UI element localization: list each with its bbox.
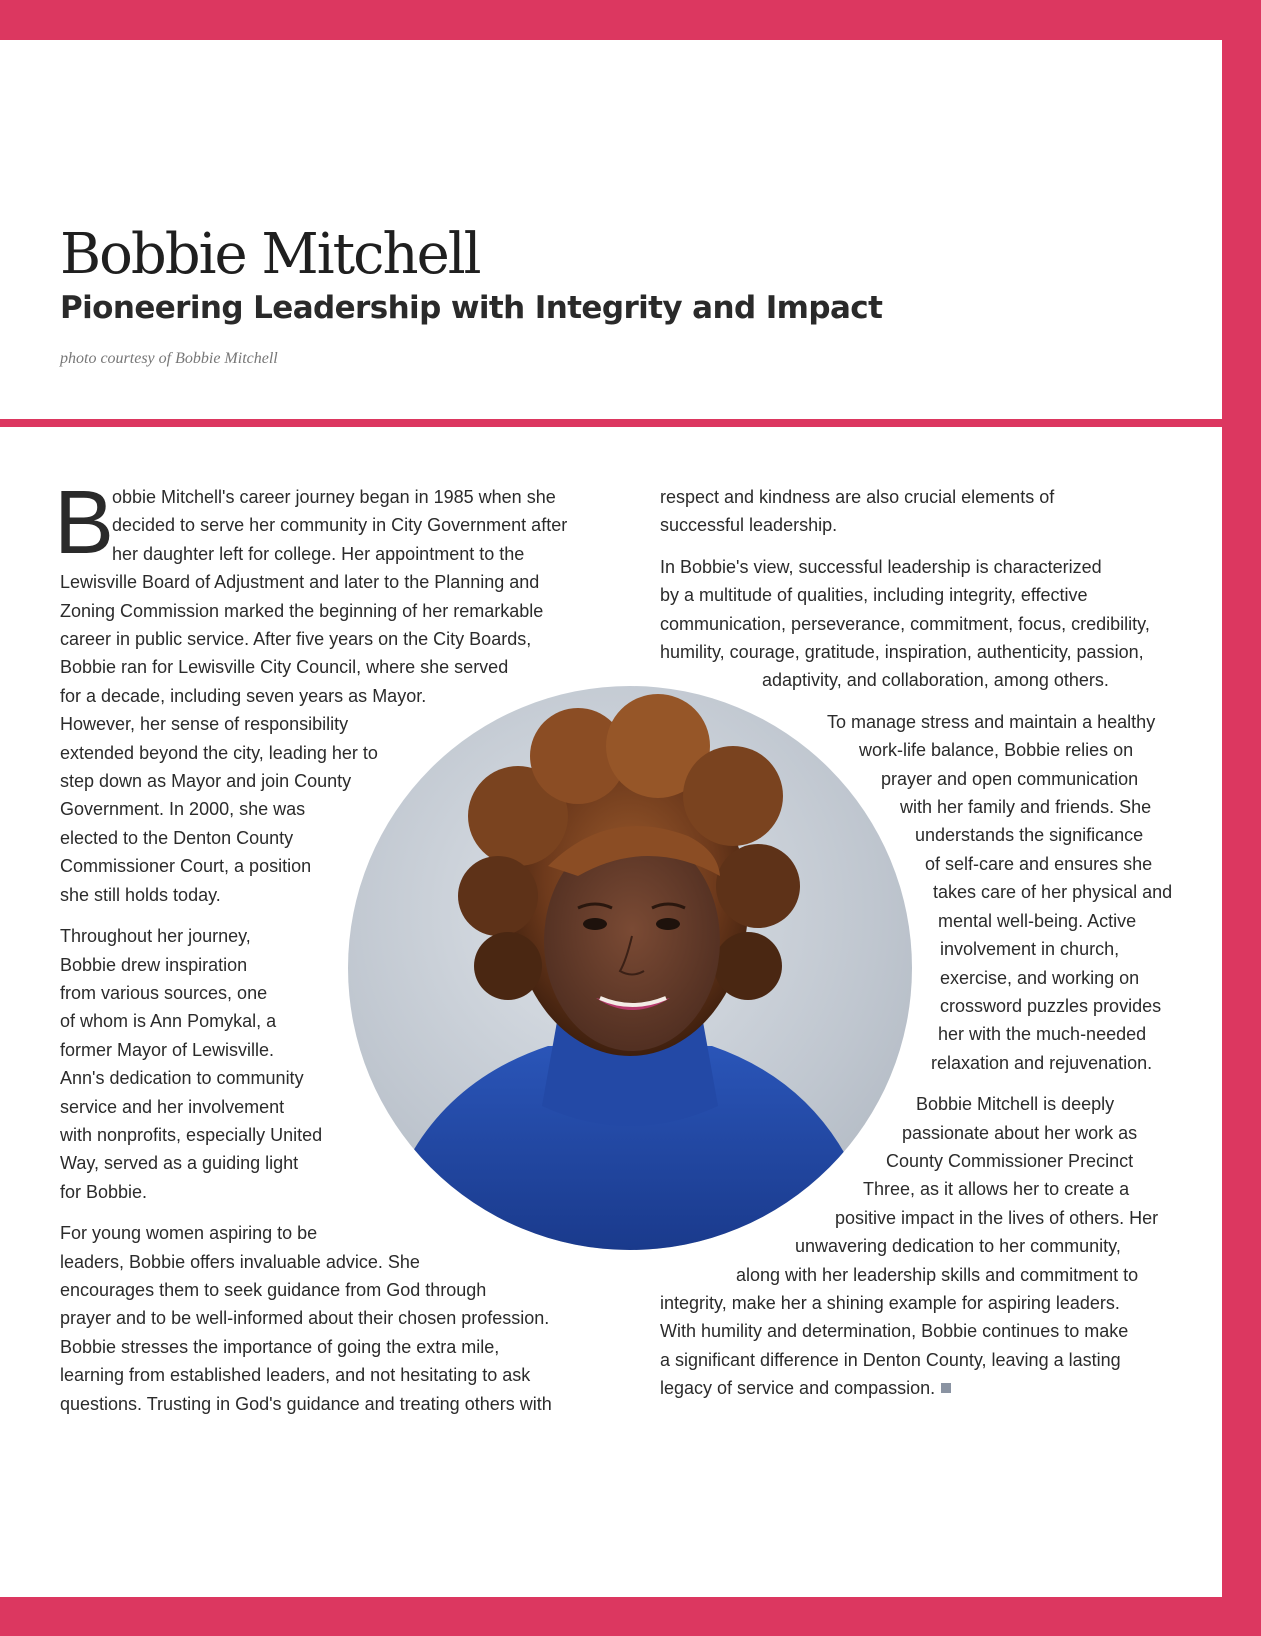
- text-line: her with the much-needed: [938, 1024, 1147, 1045]
- portrait-photo: [348, 686, 912, 1250]
- text-line: Throughout her journey,: [60, 926, 251, 947]
- text-line: she still holds today.: [60, 884, 221, 905]
- text-line: decided to serve her community in City Government after: [112, 515, 568, 536]
- text-line: service and her involvement: [60, 1096, 285, 1117]
- text-line: crossword puzzles provides: [940, 995, 1162, 1016]
- text-line: extended beyond the city, leading her to: [60, 742, 378, 763]
- text-line: Commissioner Court, a position: [60, 856, 312, 877]
- paragraph: [660, 483, 1200, 540]
- text-line: successful leadership.: [660, 515, 838, 536]
- text-line: step down as Mayor and join County: [60, 771, 352, 792]
- text-line: Three, as it allows her to create a: [863, 1179, 1130, 1200]
- text-line: Lewisville Board of Adjustment and later to the Planning and: [60, 572, 540, 593]
- text-line: along with her leadership skills and commitment to: [736, 1264, 1139, 1285]
- text-line: Way, served as a guiding light: [60, 1153, 299, 1174]
- bottom-color-band: [0, 1597, 1261, 1636]
- text-line: from various sources, one: [60, 982, 268, 1003]
- text-line: relaxation and rejuvenation.: [931, 1052, 1153, 1073]
- text-line: Ann's dedication to community: [60, 1068, 304, 1089]
- text-line: takes care of her physical and: [933, 882, 1173, 903]
- text-line: with her family and friends. She: [900, 797, 1152, 818]
- text-line: obbie Mitchell's career journey began in 1985 when she: [112, 487, 556, 507]
- text-line: for Bobbie.: [60, 1181, 148, 1202]
- text-line: prayer and open communication: [881, 768, 1139, 789]
- text-line: leaders, Bobbie offers invaluable advice. She: [60, 1251, 420, 1272]
- paragraph: [60, 1219, 620, 1418]
- text-line: unwavering dedication to her community,: [795, 1236, 1121, 1257]
- paragraph: [660, 553, 1200, 695]
- text-line: respect and kindness are also crucial elements of: [660, 487, 1055, 507]
- text-line: adaptivity, and collaboration, among others.: [762, 670, 1109, 691]
- text-line: her daughter left for college. Her appointment to the: [112, 543, 525, 564]
- text-line: prayer and to be well-informed about their chosen profession.: [60, 1308, 550, 1329]
- text-line: involvement in church,: [940, 939, 1120, 960]
- text-line: of self-care and ensures she: [925, 853, 1153, 874]
- text-line: In Bobbie's view, successful leadership is characterized: [660, 556, 1102, 577]
- drop-cap: B: [54, 473, 115, 573]
- text-line: County Commissioner Precinct: [886, 1150, 1134, 1171]
- text-line: Zoning Commission marked the beginning of her remarkable: [60, 600, 544, 621]
- text-line: positive impact in the lives of others. Her: [835, 1207, 1159, 1228]
- text-line: understands the significance: [915, 825, 1144, 846]
- top-color-band: [0, 0, 1261, 40]
- article-title: Bobbie Mitchell: [60, 222, 480, 287]
- text-line: former Mayor of Lewisville.: [60, 1039, 275, 1060]
- text-line: integrity, make her a shining example for aspiring leaders.: [660, 1292, 1120, 1313]
- text-line: However, her sense of responsibility: [60, 714, 349, 735]
- text-line: communication, perseverance, commitment, focus, credibility,: [660, 613, 1150, 634]
- text-line: work-life balance, Bobbie relies on: [859, 740, 1134, 761]
- end-mark-icon: [941, 1383, 951, 1393]
- text-line: With humility and determination, Bobbie continues to make: [660, 1321, 1129, 1342]
- text-line-content: legacy of service and compassion.: [660, 1378, 936, 1399]
- article-subtitle: Pioneering Leadership with Integrity and Impact: [60, 290, 883, 326]
- text-line: for a decade, including seven years as Mayor.: [60, 685, 427, 706]
- text-line: career in public service. After five years on the City Boards,: [60, 629, 532, 650]
- text-line: with nonprofits, especially United: [60, 1124, 323, 1145]
- text-line: For young women aspiring to be: [60, 1223, 318, 1244]
- text-line: Government. In 2000, she was: [60, 799, 306, 820]
- text-line: encourages them to seek guidance from God through: [60, 1279, 487, 1300]
- text-line: exercise, and working on: [940, 967, 1140, 988]
- text-line: Bobbie Mitchell is deeply: [916, 1094, 1115, 1115]
- text-line: by a multitude of qualities, including integrity, effective: [660, 585, 1088, 606]
- header-divider-band: [0, 419, 1222, 427]
- right-color-band: [1222, 0, 1261, 1636]
- text-line: Bobbie stresses the importance of going the extra mile,: [60, 1336, 500, 1357]
- text-line: elected to the Denton County: [60, 827, 294, 848]
- text-line: To manage stress and maintain a healthy: [827, 711, 1156, 732]
- text-line: of whom is Ann Pomykal, a: [60, 1011, 277, 1032]
- text-line: Bobbie drew inspiration: [60, 954, 248, 975]
- photo-credit: photo courtesy of Bobbie Mitchell: [60, 350, 278, 367]
- text-line: passionate about her work as: [902, 1122, 1138, 1143]
- text-line: learning from established leaders, and not hesitating to ask: [60, 1365, 531, 1386]
- text-line: a significant difference in Denton County, leaving a lasting: [660, 1349, 1121, 1370]
- text-line: mental well-being. Active: [938, 910, 1137, 931]
- text-line: questions. Trusting in God's guidance and treating others with: [60, 1393, 552, 1414]
- text-line: humility, courage, gratitude, inspiration, authenticity, passion,: [660, 642, 1144, 663]
- text-line: [660, 1374, 1200, 1402]
- text-line: Bobbie ran for Lewisville City Council, where she served: [60, 657, 509, 678]
